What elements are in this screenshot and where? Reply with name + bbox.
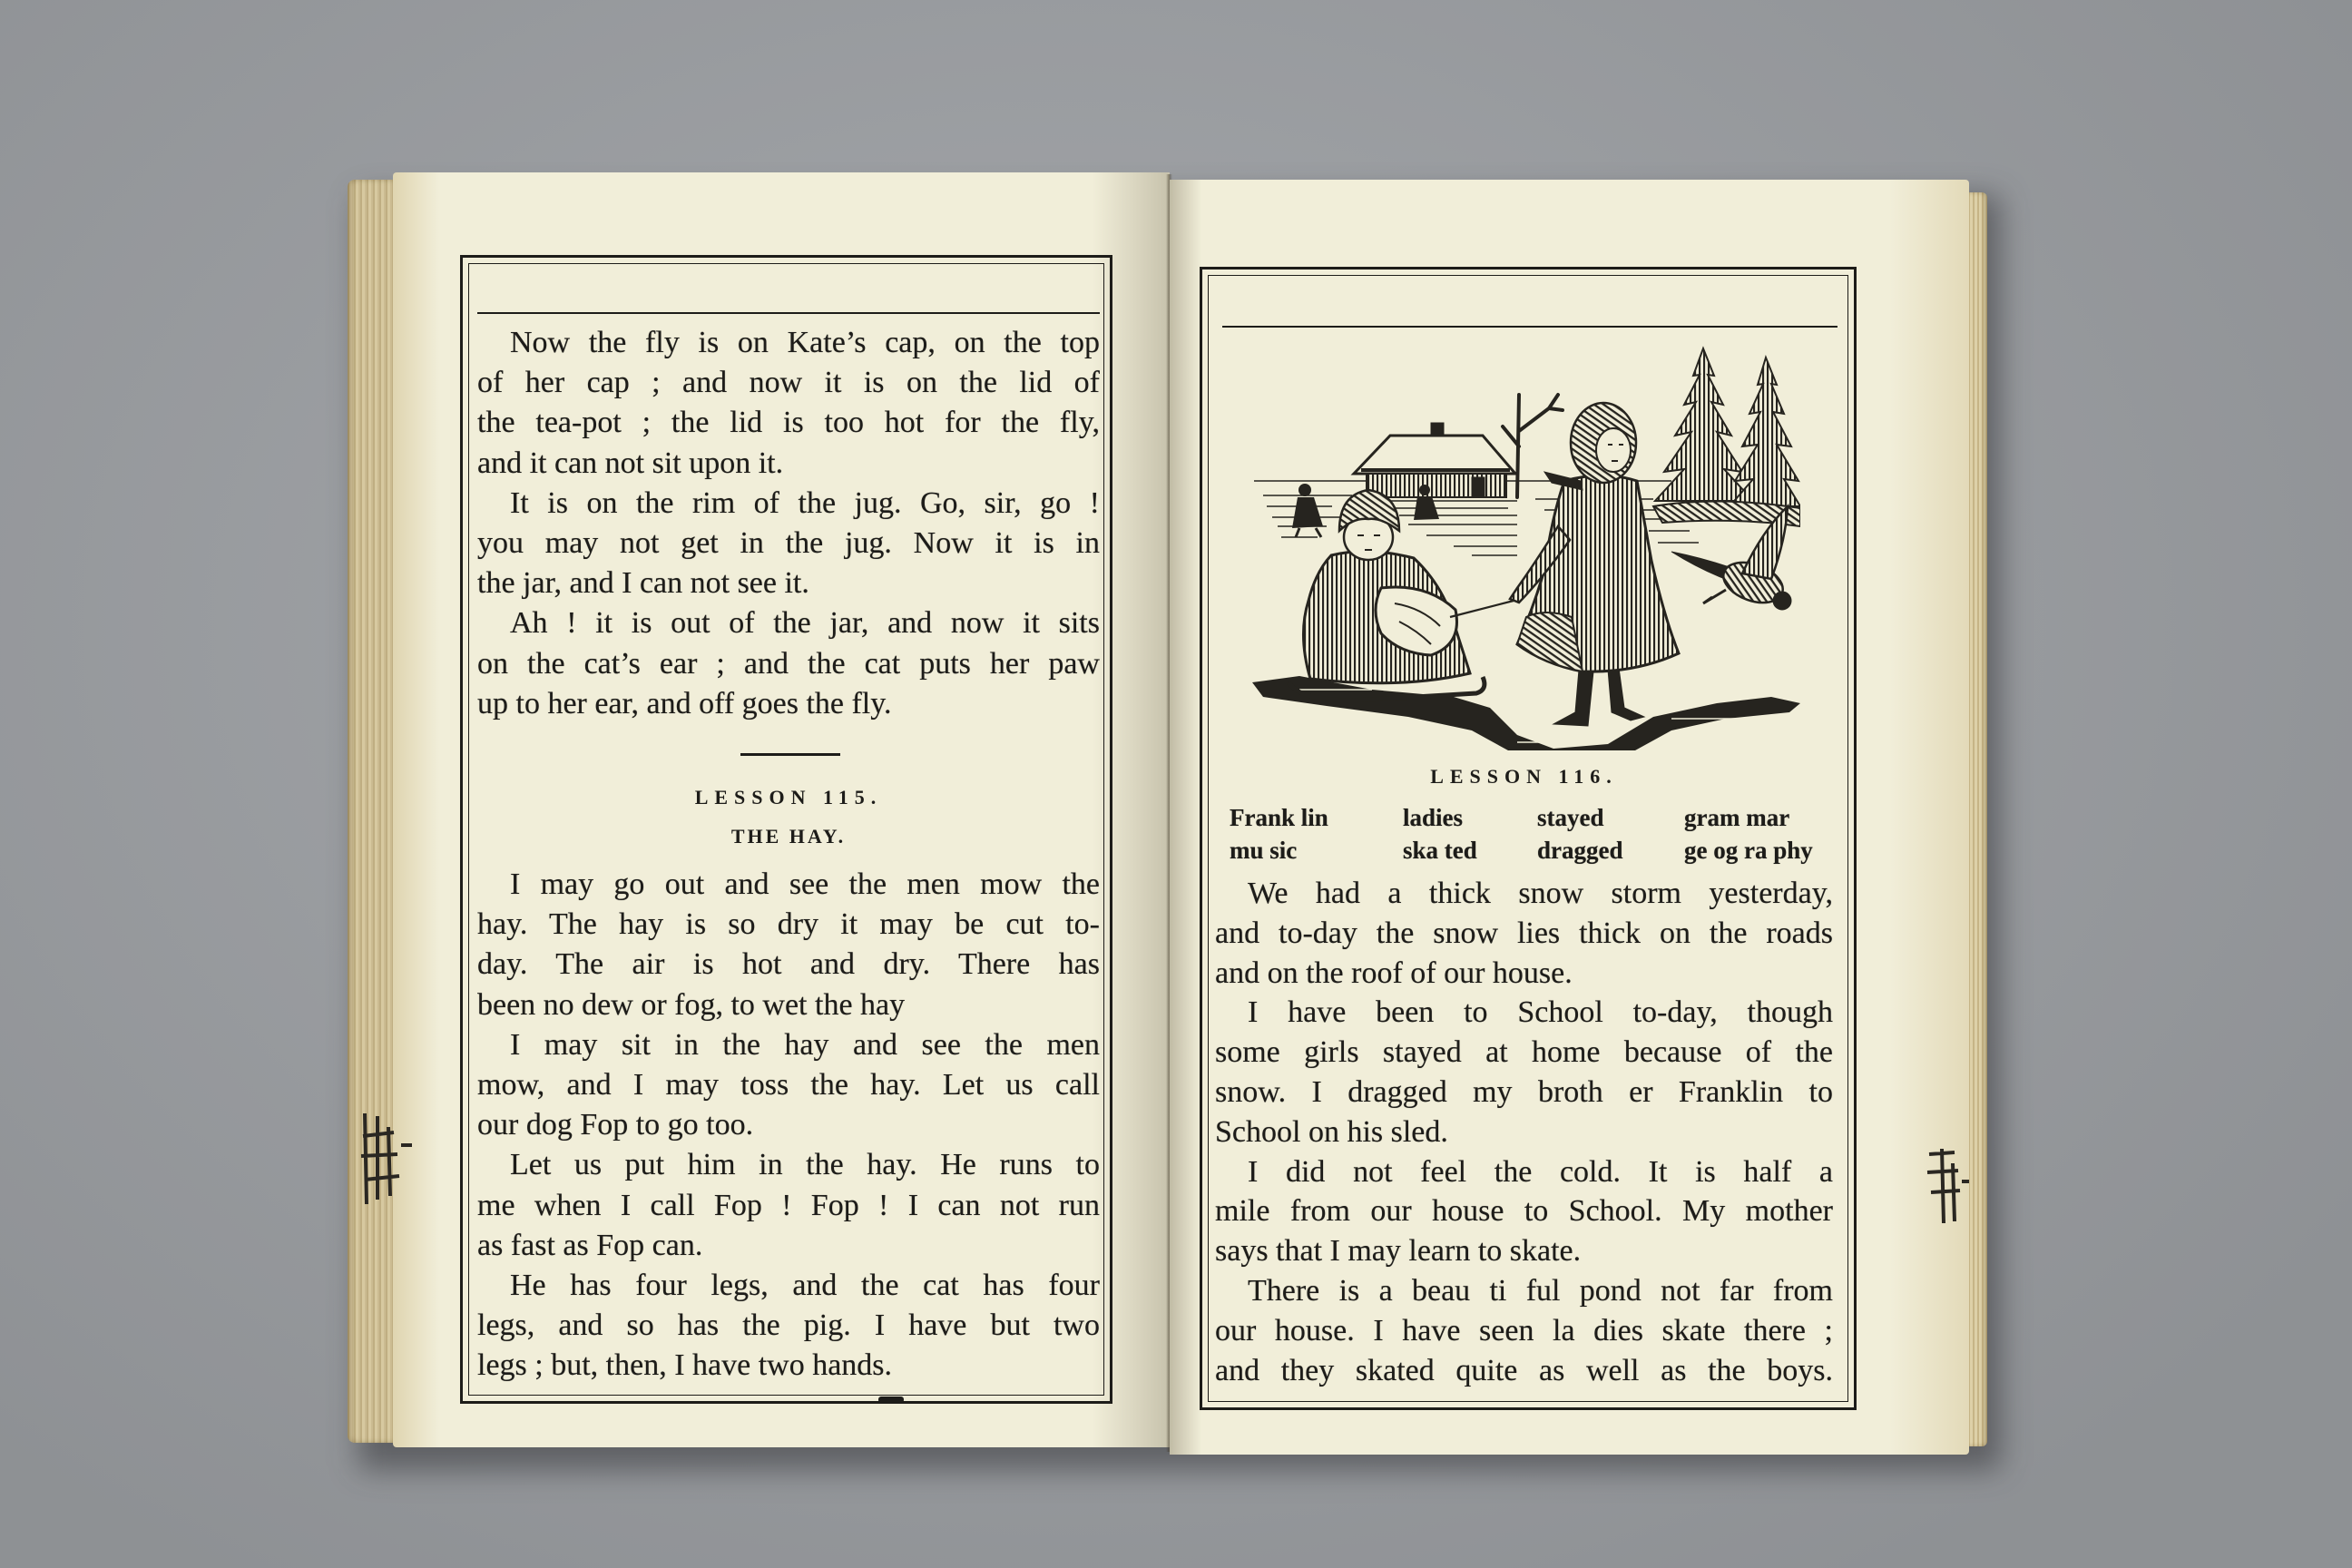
- text-line: as fast as Fop can.: [477, 1228, 703, 1262]
- left-page: [393, 172, 1170, 1447]
- text-line: and it can not sit upon it.: [477, 446, 784, 480]
- text-line: It is on the rim of the jug. Go, sir, go !: [510, 485, 1100, 520]
- text-line: He has four legs, and the cat has four: [510, 1268, 1100, 1302]
- spelling-word: mu sic: [1230, 837, 1298, 864]
- text-line: the tea-pot ; the lid is too hot for the fly,: [477, 406, 1100, 440]
- paragraph: [477, 603, 1100, 724]
- text-line: I did not feel the cold. It is half a: [1248, 1154, 1833, 1189]
- text-line: mile from our house to School. My mother: [1215, 1194, 1833, 1229]
- paragraph: [477, 865, 1100, 1025]
- text-line: Now the fly is on Kate’s cap, on the top: [510, 326, 1100, 359]
- text-line: you may not get in the jug. Now it is in: [477, 525, 1100, 560]
- text-line: our dog Fop to go too.: [477, 1108, 754, 1142]
- text-line: Let us put him in the hay. He runs to: [510, 1148, 1100, 1182]
- paragraph: [477, 484, 1100, 604]
- text-line: been no dew or fog, to wet the hay: [477, 987, 906, 1022]
- text-line: and they skated quite as well as the boys.: [1215, 1353, 1833, 1387]
- text-line: legs ; but, then, I have two hands.: [477, 1348, 893, 1383]
- lesson-number: LESSON 116.: [1430, 765, 1618, 788]
- text-line: I may go out and see the men mow the: [510, 867, 1100, 901]
- text-line: says that I may learn to skate.: [1215, 1234, 1582, 1269]
- paragraph: [1215, 993, 1833, 1152]
- spelling-word: stayed: [1537, 804, 1604, 831]
- paragraph: [477, 1025, 1100, 1146]
- lesson-title: THE HAY.: [730, 825, 847, 848]
- spelling-word: dragged: [1537, 837, 1623, 864]
- text-line: of her cap ; and now it is on the lid of: [477, 366, 1100, 400]
- spelling-word: ladies: [1403, 804, 1464, 831]
- spelling-word: gram mar: [1684, 804, 1790, 831]
- text-line: and on the roof of our house.: [1215, 956, 1573, 990]
- text-line: me when I call Fop ! Fop ! I can not run: [477, 1188, 1100, 1222]
- text-line: and to-day the snow lies thick on the roads: [1215, 916, 1833, 950]
- edge-ink-mark: [1922, 1145, 1973, 1229]
- paragraph: [1215, 1152, 1833, 1271]
- header-rule: [1222, 326, 1838, 328]
- ornament: [878, 1396, 904, 1403]
- paragraph: [477, 1266, 1100, 1387]
- lesson-116-text: [1215, 874, 1833, 1390]
- text-line: Ah ! it is out of the jar, and now it sits: [510, 606, 1100, 641]
- header-rule: [477, 312, 1100, 314]
- sled-rope: [1450, 601, 1514, 617]
- text-line: our house. I have seen la dies skate there ;: [1215, 1313, 1833, 1348]
- paragraph: [477, 323, 1100, 484]
- text-line: snow. I dragged my broth er Franklin to: [1215, 1074, 1833, 1109]
- snow-shadow: [1252, 676, 1800, 750]
- continued-lesson-text: [477, 323, 1100, 724]
- section-divider: [740, 753, 840, 756]
- text-line: mow, and I may toss the hay. Let us call: [477, 1067, 1100, 1102]
- paragraph: [1215, 874, 1833, 993]
- text-line: hay. The hay is so dry it may be cut to-: [477, 907, 1100, 942]
- paragraph: [1215, 1271, 1833, 1390]
- spelling-word: Frank lin: [1230, 804, 1328, 831]
- text-line: some girls stayed at home because of the: [1215, 1035, 1833, 1070]
- text-line: up to her ear, and off goes the fly.: [477, 686, 892, 720]
- pine-trees: [1653, 348, 1800, 526]
- house: [1354, 423, 1515, 497]
- text-line: We had a thick snow storm yesterday,: [1248, 877, 1833, 910]
- right-page: [1170, 180, 1969, 1455]
- text-line: I have been to School to-day, though: [1248, 995, 1833, 1030]
- illustration: [1245, 345, 1800, 750]
- edge-ink-mark: [356, 1109, 419, 1210]
- text-line: legs, and so has the pig. I have but two: [477, 1308, 1100, 1343]
- text-line: I may sit in the hay and see the men: [510, 1027, 1100, 1062]
- text-line: day. The air is hot and dry. There has: [477, 947, 1100, 982]
- spelling-word: ge og ra phy: [1684, 837, 1813, 864]
- text-line: School on his sled.: [1215, 1114, 1448, 1149]
- girl-pulling-sled: [1510, 403, 1679, 726]
- skater-figure: [1292, 484, 1323, 537]
- spelling-word: ska ted: [1403, 837, 1477, 864]
- lesson-number: LESSON 115.: [694, 786, 883, 808]
- text-line: the jar, and I can not see it.: [477, 566, 809, 601]
- paragraph: [477, 1145, 1100, 1266]
- left-page-edges: [348, 180, 397, 1443]
- text-line: on the cat’s ear ; and the cat puts her paw: [477, 646, 1100, 681]
- text-line: There is a beau ti ful pond not far from: [1248, 1273, 1833, 1308]
- lesson-115-text: [477, 865, 1100, 1386]
